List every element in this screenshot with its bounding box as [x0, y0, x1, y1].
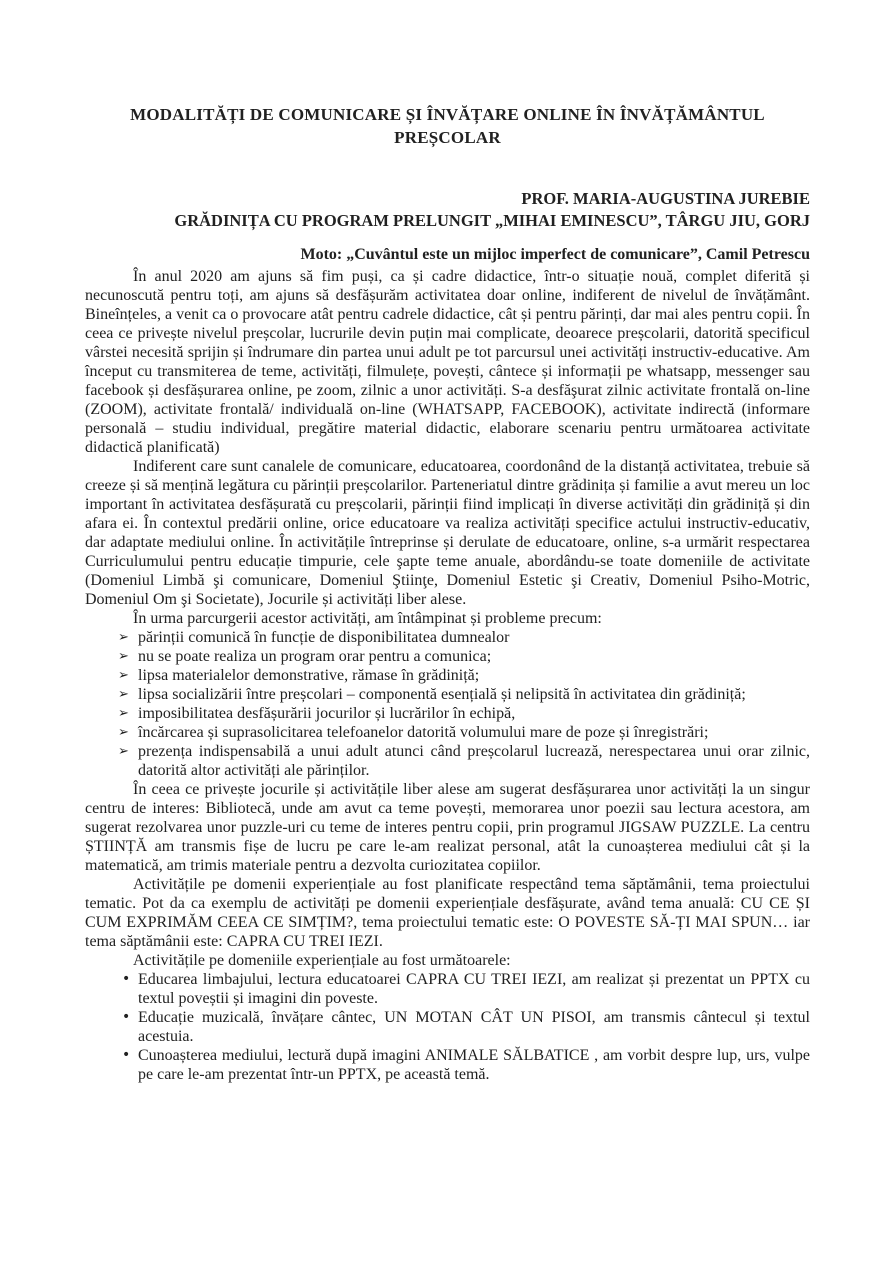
- document-title: [85, 103, 810, 149]
- author-name: PROF. MARIA-AUGUSTINA JUREBIE: [521, 189, 810, 208]
- problem-text: părinții comunică în funcție de disponibilitatea dumnealor: [138, 629, 510, 646]
- title-line-2: PREȘCOLAR: [394, 128, 501, 147]
- problem-item: [85, 628, 810, 647]
- dot-bullet-icon: •: [122, 1009, 131, 1025]
- problem-text: prezența indispensabilă a unui adult atunci când preșcolarul lucrează, nerespectarea unui orar zilnic, datorită altor activități ale părinților.: [138, 743, 810, 779]
- problem-item: [85, 647, 810, 666]
- arrow-bullet-icon: ➢: [118, 706, 129, 721]
- problem-text: nu se poate realiza un program orar pentru a comunica;: [138, 648, 492, 665]
- paragraph-communication-channels: Indiferent care sunt canalele de comunicare, educatoarea, coordonând de la distanță activitatea, trebuie să creeze și să mențină legătura cu părinții preșcolarilor. Parteneriatul dintre grădinița și familie a avut mereu un loc important în activitatea desfășurată cu preșcolarii, părinții fiind implicați în diverse activități din grădiniță și din afara ei. În contextul predării online, orice educatoare va realiza activități specifice actului instructiv-educativ, dar adaptate mediului online. În activitățile întreprinse și derulate de educatoare, online, s-a urmărit respectarea Curriculumului pentru educație timpurie, cele şapte teme anuale, abordându-se toate domeniile de activitate (Domeniul Limbă şi comunicare, Domeniul Ştiinţe, Domeniul Estetic şi Creativ, Domeniul Psiho-Motric, Domeniul Om şi Societate), Jocurile și activități liber alese.: [85, 458, 810, 608]
- activity-text: Educație muzicală, învățare cântec, UN MOTAN CÂT UN PISOI, am transmis cântecul și textul acestuia.: [138, 1009, 810, 1045]
- arrow-bullet-icon: ➢: [118, 744, 129, 759]
- problem-item: [85, 723, 810, 742]
- problem-item: [85, 666, 810, 685]
- paragraph-free-activities: În ceea ce privește jocurile și activitățile liber alese am sugerat desfășurarea unor activități la un singur centru de interes: Bibliotecă, unde am avut ca teme povești, memorarea unor poezii sau lectura acestora, am sugerat rezolvarea unor puzzle-uri cu teme de interes pentru copii, prin programul JIGSAW PUZZLE. La centru ȘTIINȚĂ am transmis fișe de lucru pe care le-am realizat personal, atât la cunoașterea mediului cât și la matematică, am trimis materiale pentru a dezvolta curiozitatea copiilor.: [85, 781, 810, 874]
- arrow-bullet-icon: ➢: [118, 630, 129, 645]
- problem-text: încărcarea și suprasolicitarea telefoanelor datorită volumului mare de poze și înregistrări;: [138, 724, 709, 741]
- activities-list: [85, 970, 810, 1084]
- problem-item: [85, 685, 810, 704]
- activity-item: [85, 1046, 810, 1084]
- activities-intro: Activitățile pe domeniile experiențiale au fost următoarele:: [133, 952, 511, 969]
- dot-bullet-icon: •: [122, 1047, 131, 1063]
- problem-text: lipsa materialelor demonstrative, rămase în grădiniță;: [138, 667, 480, 684]
- paragraph-intro-2020: În anul 2020 am ajuns să fim puși, ca și cadre didactice, într-o situație nouă, complet diferită și necunoscută pentru toți, am ajuns să desfășurăm activitatea doar online, indiferent de nivelul de învățământ. Bineînțeles, a venit ca o provocare atât pentru cadrele didactice, cât și pentru părinți, dar mai ales pentru copii. În ceea ce privește nivelul preșcolar, lucrurile devin puțin mai complicate, deoarece preșcolarii, datorită specificul vârstei necesită sprijin și îndrumare din partea unui adult pe tot parcursul unei activități instructiv-educative. Am început cu transmiterea de teme, activități, filmulețe, povești, cântece și informații pe whatsapp, messenger sau facebook și desfășurarea online, pe zoom, zilnic a unor activități. S-a desfăşurat zilnic activitate frontală on-line (ZOOM), activitate frontală/ individuală on-line (WHATSAPP, FACEBOOK), activitate indirectă (informare personală – studiu individual, pregătire material didactic, elaborare scenariu pentru următoarea activitate didactică planificată): [85, 268, 810, 456]
- problem-item: [85, 742, 810, 780]
- problem-text: lipsa socializării între preșcolari – componentă esențială și nelipsită în activitatea din grădiniță;: [138, 686, 746, 703]
- activity-text: Cunoașterea mediului, lectură după imagini ANIMALE SĂLBATICE , am vorbit despre lup, urs, vulpe pe care le-am prezentat într-un PPTX, pe această temă.: [138, 1047, 810, 1083]
- author-institution: GRĂDINIȚA CU PROGRAM PRELUNGIT „MIHAI EMINESCU”, TÂRGU JIU, GORJ: [174, 211, 810, 230]
- arrow-bullet-icon: ➢: [118, 668, 129, 683]
- arrow-bullet-icon: ➢: [118, 687, 129, 702]
- problems-list: [85, 628, 810, 780]
- paragraph-experiential-domains: Activitățile pe domenii experiențiale au fost planificate respectând tema săptămânii, tema proiectului tematic. Pot da ca exemplu de activități pe domenii experiențiale desfășurate, având tema anuală: CU CE ȘI CUM EXPRIMĂM CEEA CE SIMȚIM?, tema proiectului tematic este: O POVESTE SĂ-ȚI MAI SPUN… iar tema săptămânii este: CAPRA CU TREI IEZI.: [85, 876, 810, 950]
- problem-text: imposibilitatea desfășurării jocurilor și lucrărilor în echipă,: [138, 705, 516, 722]
- author-block: [85, 188, 810, 232]
- problems-intro: În urma parcurgerii acestor activități, am întâmpinat și probleme precum:: [133, 610, 602, 627]
- activity-text: Educarea limbajului, lectura educatoarei CAPRA CU TREI IEZI, am realizat și prezentat un PPTX cu textul poveștii și imagini din poveste.: [138, 971, 810, 1007]
- motto-line: Moto: „Cuvântul este un mijloc imperfect de comunicare”, Camil Petrescu: [300, 246, 810, 263]
- arrow-bullet-icon: ➢: [118, 649, 129, 664]
- dot-bullet-icon: •: [122, 971, 131, 987]
- activity-item: [85, 1008, 810, 1046]
- arrow-bullet-icon: ➢: [118, 725, 129, 740]
- title-line-1: MODALITĂȚI DE COMUNICARE ȘI ÎNVĂȚARE ONLINE ÎN ÎNVĂȚĂMÂNTUL: [130, 105, 765, 124]
- problem-item: [85, 704, 810, 723]
- activity-item: [85, 970, 810, 1008]
